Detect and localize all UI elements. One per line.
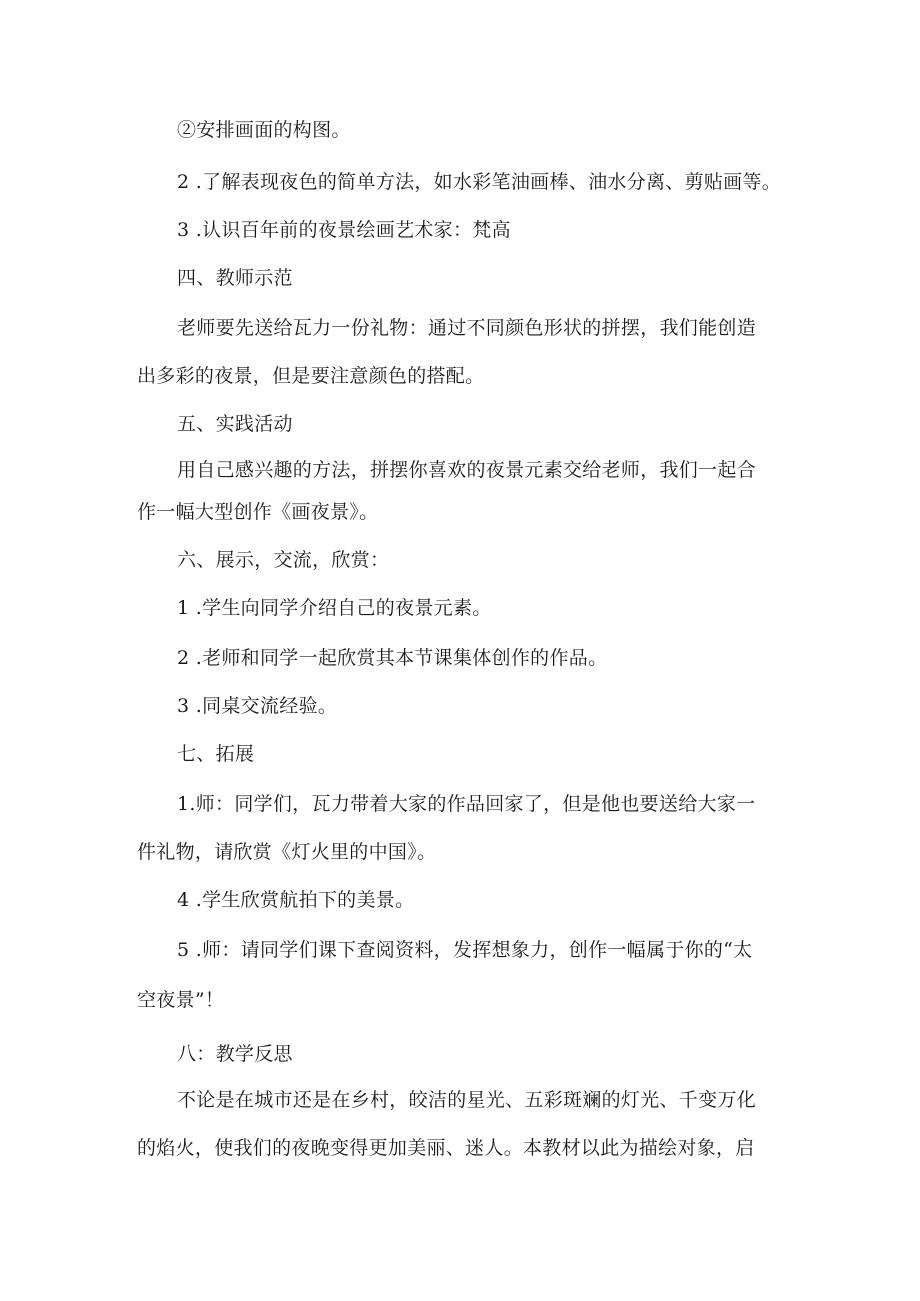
section-heading: 八：教学反思 xyxy=(177,1043,293,1065)
section-heading: 六、展示，交流，欣赏： xyxy=(177,549,390,571)
text-line: 2 .了解表现夜色的简单方法，如水彩笔油画棒、油水分离、剪贴画等。 xyxy=(177,171,782,193)
text-line: 不论是在城市还是在乡村，皎洁的星光、五彩斑斓的灯光、千变万化 xyxy=(177,1089,757,1111)
section-heading: 四、教师示范 xyxy=(177,267,293,289)
text-line: 的焰火，使我们的夜晚变得更加美丽、迷人。本教材以此为描绘对象，启 xyxy=(137,1137,755,1159)
text-line: 5 .师：请同学们课下查阅资料，发挥想象力，创作一幅属于你的“太 xyxy=(177,939,753,961)
text-line: 空夜景”！ xyxy=(137,989,225,1011)
text-line: 件礼物，请欣赏《灯火里的中国》。 xyxy=(137,841,437,863)
text-line: 作一幅大型创作《画夜景》。 xyxy=(137,501,379,523)
text-line: 3 .认识百年前的夜景绘画艺术家：梵高 xyxy=(177,219,511,241)
text-line: 2 .老师和同学一起欣赏其本节课集体创作的作品。 xyxy=(177,647,608,669)
text-line: 老师要先送给瓦力一份礼物：通过不同颜色形状的拼摆，我们能创造 xyxy=(177,317,757,339)
section-heading: 五、实践活动 xyxy=(177,413,293,435)
text-line: 1 .学生向同学介绍自己的夜景元素。 xyxy=(177,597,492,619)
text-line: 用自己感兴趣的方法，拼摆你喜欢的夜景元素交给老师，我们一起合 xyxy=(177,459,757,481)
text-line: 1.师：同学们，瓦力带着大家的作品回家了，但是他也要送给大家一 xyxy=(177,793,756,815)
text-line: 3 .同桌交流经验。 xyxy=(177,695,338,717)
text-line: ②安排画面的构图。 xyxy=(177,119,351,141)
section-heading: 七、拓展 xyxy=(177,743,255,765)
text-line: 出多彩的夜景，但是要注意颜色的搭配。 xyxy=(137,365,485,387)
text-line: 4 .学生欣赏航拍下的美景。 xyxy=(177,889,415,911)
